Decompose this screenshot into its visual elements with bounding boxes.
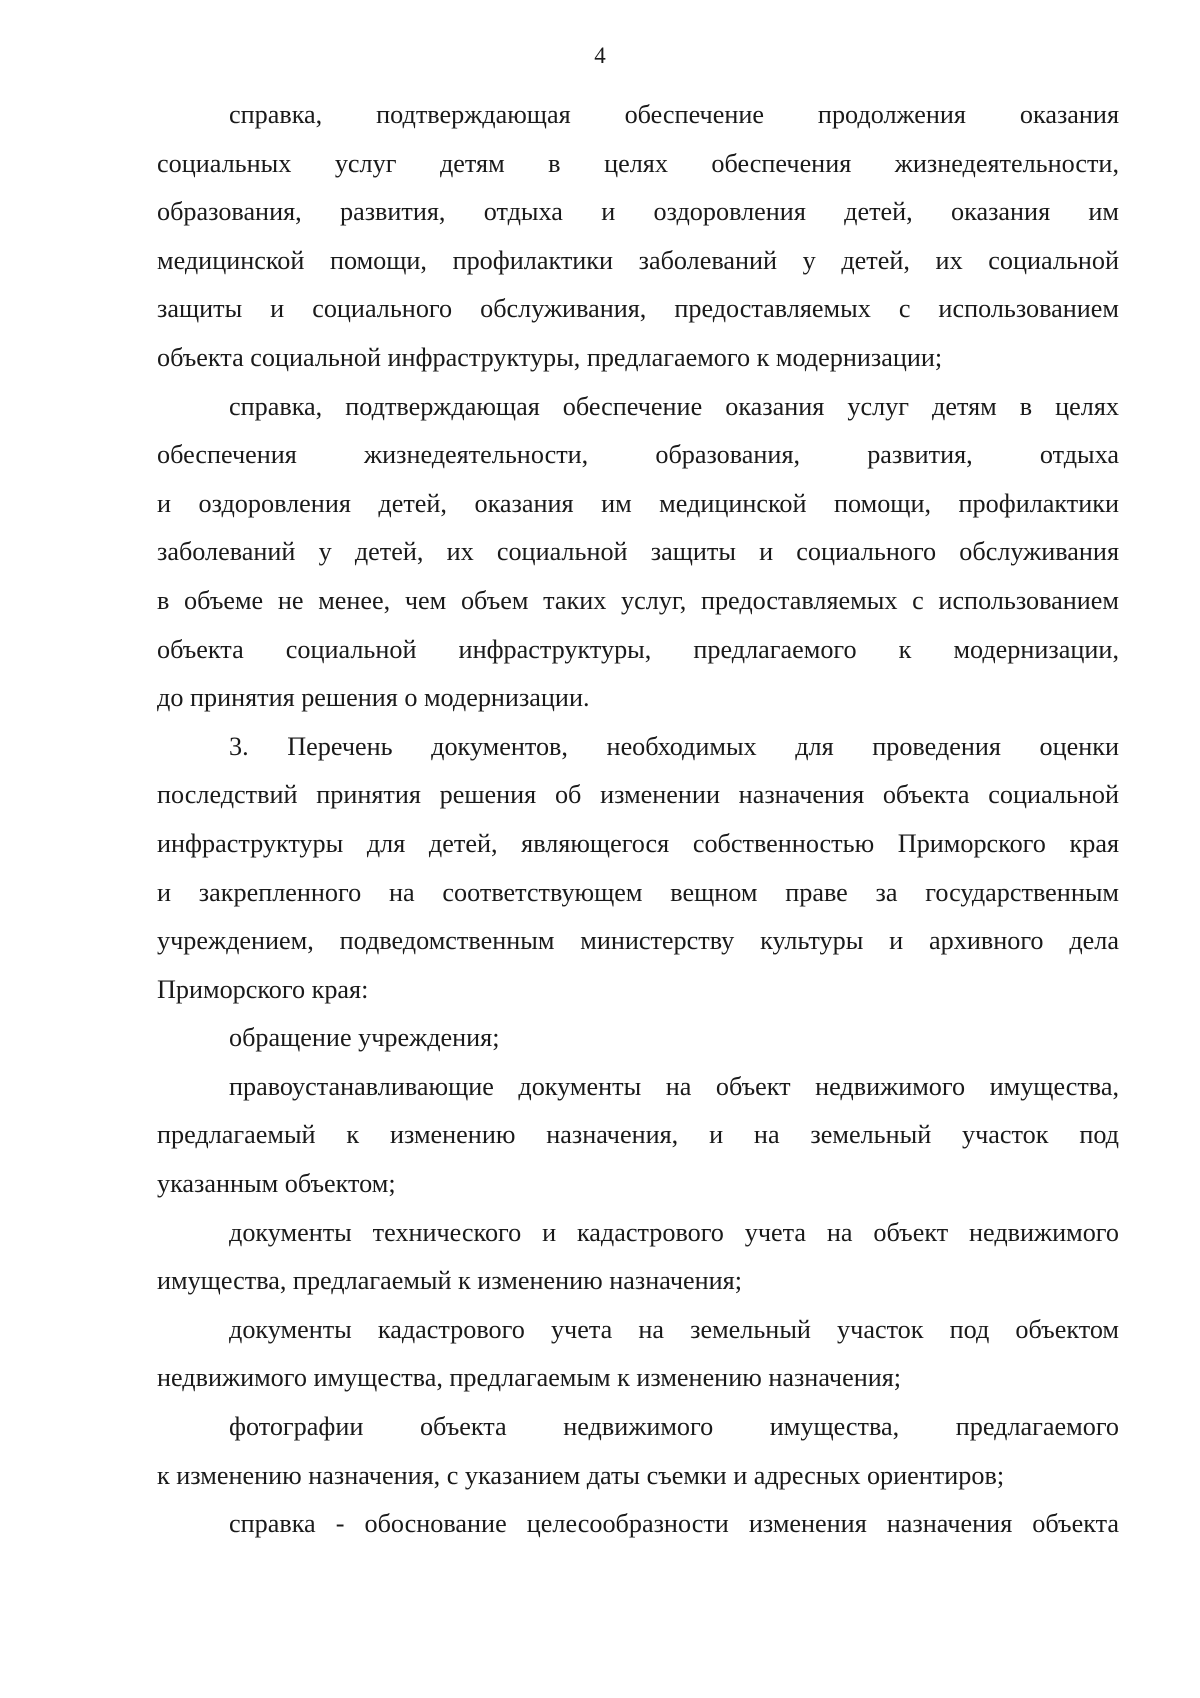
text-line: к изменению назначения, с указанием даты съемки и адресных ориентиров; [157, 1460, 1005, 1490]
text-line: справка - обоснование целесообразности изменения назначения объекта [229, 1509, 1119, 1539]
text-line: последствий принятия решения об изменении назначения объекта социальной [157, 780, 1119, 810]
page-number: 4 [594, 43, 606, 68]
paragraph [157, 1500, 1119, 1549]
text-line: социальных услуг детям в целях обеспечения жизнедеятельности, [157, 148, 1119, 178]
text-line: объекта социальной инфраструктуры, предлагаемого к модернизации, [157, 634, 1119, 664]
text-line: 3. Перечень документов, необходимых для проведения оценки [229, 731, 1119, 761]
text-line: и закрепленного на соответствующем вещном праве за государственным [157, 877, 1119, 907]
paragraph [157, 383, 1119, 723]
text-line: справка, подтверждающая обеспечение оказания услуг детям в целях [229, 391, 1119, 421]
text-line: правоустанавливающие документы на объект недвижимого имущества, [229, 1071, 1119, 1101]
text-line: обращение учреждения; [229, 1023, 500, 1053]
text-line: объекта социальной инфраструктуры, предлагаемого к модернизации; [157, 342, 943, 372]
text-line: образования, развития, отдыха и оздоровления детей, оказания им [157, 197, 1119, 227]
paragraph [157, 1403, 1119, 1500]
paragraph [157, 1014, 1119, 1063]
text-line: защиты и социального обслуживания, предоставляемых с использованием [157, 294, 1119, 324]
paragraph [157, 91, 1119, 383]
text-line: заболеваний у детей, их социальной защиты и социального обслуживания [157, 537, 1119, 567]
text-line: документы технического и кадастрового учета на объект недвижимого [229, 1217, 1119, 1247]
paragraph [157, 1306, 1119, 1403]
text-line: и оздоровления детей, оказания им медицинской помощи, профилактики [157, 488, 1119, 518]
paragraph [157, 1209, 1119, 1306]
paragraph [157, 723, 1119, 1015]
text-line: имущества, предлагаемый к изменению назначения; [157, 1266, 742, 1296]
text-line: недвижимого имущества, предлагаемым к изменению назначения; [157, 1363, 902, 1393]
text-line: инфраструктуры для детей, являющегося собственностью Приморского края [157, 828, 1119, 858]
text-line: медицинской помощи, профилактики заболеваний у детей, их социальной [157, 245, 1119, 275]
text-line: документы кадастрового учета на земельный участок под объектом [229, 1314, 1119, 1344]
text-line: обеспечения жизнедеятельности, образования, развития, отдыха [157, 440, 1119, 470]
paragraph [157, 1063, 1119, 1209]
text-line: справка, подтверждающая обеспечение продолжения оказания [229, 100, 1119, 129]
text-line: в объеме не менее, чем объем таких услуг, предоставляемых с использованием [157, 585, 1119, 615]
text-line: фотографии объекта недвижимого имущества, предлагаемого [229, 1412, 1119, 1442]
text-line: указанным объектом; [157, 1169, 396, 1199]
text-line: учреждением, подведомственным министерству культуры и архивного дела [157, 926, 1119, 956]
text-line: предлагаемый к изменению назначения, и на земельный участок под [157, 1120, 1119, 1150]
document-body [157, 91, 1119, 1549]
text-line: до принятия решения о модернизации. [157, 683, 590, 713]
text-line: Приморского края: [157, 974, 369, 1004]
